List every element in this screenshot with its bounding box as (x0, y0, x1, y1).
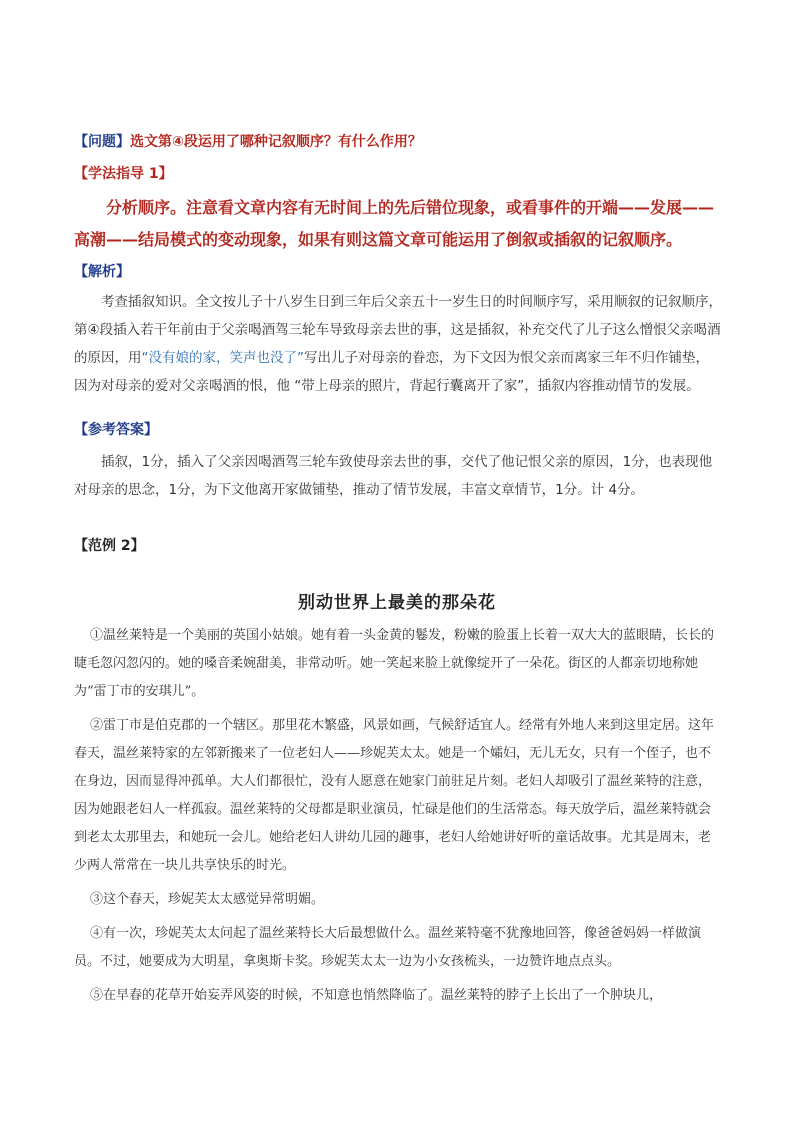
story-paragraph: ③这个春天，珍妮芙太太感觉异常明媚。 (90, 892, 325, 907)
question-text: 选文第④段运用了哪种记叙顺序？有什么作用？ (130, 134, 422, 150)
guide-text: 分析顺序。注意看文章内容有无时间上的先后错位现象，或看事件的开端——发展——高潮——结局模式的变动现象，如果有则这篇文章可能运用了倒叙或插叙的记叙顺序。 (74, 198, 715, 249)
story-paragraph: ①温丝莱特是一个美丽的英国小姑娘。她有着一头金黄的鬈发，粉嫩的脸蛋上长着一双大大的蓝眼睛，长长的睫毛忽闪忽闪的。她的嗓音柔婉甜美，非常动听。她一笑起来脸上就像绽开了一朵花。街区的人都亲切地称她为“雷丁市的安琪儿”。 (74, 628, 715, 699)
answer-text: 插叙，1分，插入了父亲因喝酒驾三轮车致使母亲去世的事，交代了他记恨父亲的原因，1分，也表现他对母亲的思念，1分，为下文他离开家做铺垫，推动了情节发展，丰富文章情节，1分。计 4分。 (74, 454, 713, 498)
analysis-part2: 写出儿子对母亲的眷恋，为下文因为恨父亲而离家三年不归作铺垫，因为对母亲的爱对父亲喝酒的恨，他 “带上母亲的照片，背起行囊离开了家”，插叙内容推动情节的发展。 (74, 350, 709, 394)
question-line (74, 132, 722, 152)
analysis-tag: 【解析】 (74, 264, 130, 280)
story-paragraph: ④有一次，珍妮芙太太问起了温丝莱特长大后最想做什么。温丝莱特毫不犹豫地回答，像爸爸妈妈一样做演员。不过，她要成为大明星，拿奥斯卡奖。珍妮芙太太一边为小女孩梳头，一边赞许地点点头。 (74, 926, 702, 969)
story-paragraph: ②雷丁市是伯克郡的一个辖区。那里花木繁盛，风景如画，气候舒适宜人。经常有外地人来到这里定居。这年春天，温丝莱特家的左邻新搬来了一位老妇人——珍妮芙太太。她是一个孀妇，无儿无女，只有一个侄子，也不在身边，因而显得冲孤单。大人们都很忙，没有人愿意在她家门前驻足片刻。老妇人却吸引了温丝莱特的注意，因为她跟老妇人一样孤寂。温丝莱特的父母都是职业演员，忙碌是他们的生活常态。每天放学后，温丝莱特就会到老太太那里去，和她玩一会儿。她给老妇人讲幼儿园的趣事，老妇人给她讲好听的童话故事。尤其是周末，老少两人常常在一块儿共享快乐的时光。 (74, 718, 715, 873)
story-title: 别动世界上最美的那朵花 (298, 593, 496, 613)
analysis-text (74, 288, 722, 400)
analysis-part1: 考查插叙知识。全文按儿子十八岁生日到三年后父亲五十一岁生日的时间顺序写，采用顺叙的记叙顺序，第④段插入若干年前由于父亲喝酒驾三轮车导致母亲去世的事，这是插叙，补充交代了儿子这么憎恨父亲喝酒的原因，用 (74, 294, 722, 366)
analysis-quote: “没有娘的家，笑声也没了” (141, 350, 304, 366)
example-tag: 【范例 2】 (74, 538, 145, 554)
answer-tag: 【参考答案】 (74, 422, 158, 438)
story-body (74, 622, 722, 1016)
story-paragraph: ⑤在早春的花草开始妄弄风姿的时候，不知意也悄然降临了。温丝莱特的脖子上长出了一个肿块儿， (90, 988, 663, 1003)
question-tag: 【问题】 (74, 134, 130, 150)
guide-tag: 【学法指导 1】 (74, 166, 173, 182)
